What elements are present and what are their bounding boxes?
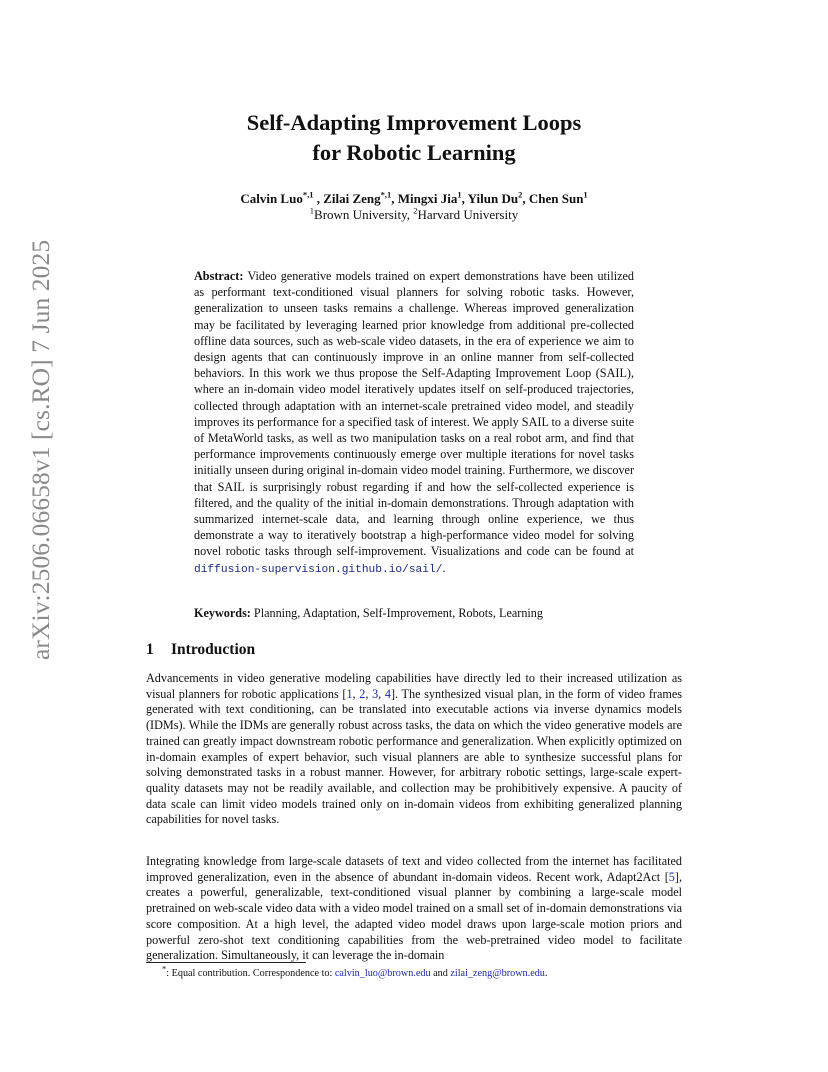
affil-brown: Brown University, [314,207,410,222]
affil-harvard: Harvard University [417,207,519,222]
paper-title [146,108,682,168]
author-name: Yilun Du [467,191,519,206]
section-heading [146,641,255,659]
p2-text-a: Integrating knowledge from large-scale datasets of text and video collected from the internet has facilitated improved generalization, even in the absence of abundant in-domain videos. Recent work, Adapt2Act [ [146,854,682,884]
affiliations [146,206,682,224]
author-name: Chen Sun [528,191,584,206]
p1-text-b: ]. The synthesized visual plan, in the form of video frames generated with text conditioning, can be translated into executable actions via inverse dynamics models (IDMs). While the IDMs are generally robust across tasks, the data on which the video generative models are trained can greatly impact downstream robotic performance and generalization. When explicitly optimized on in-domain examples of expert behavior, such visual planners are able to synthesize successful plans for solving demonstrated tasks in a robust manner. However, for arbitrary robotic settings, large-scale expert-quality datasets may not be readily available, and collection may be prohibitively expensive. A paucity of data scale can limit video models trained only on in-domain videos from exhibiting generalized planning capabilities for novel tasks. [146,686,682,827]
arxiv-id-text: arXiv:2506.06658v1 [cs.RO] 7 Jun 2025 [26,239,55,660]
abstract-label: Abstract: [194,269,244,283]
section-title: Introduction [171,641,256,658]
section-number: 1 [146,641,154,658]
keywords-label: Keywords: [194,606,251,620]
project-url-link[interactable]: diffusion-supervision.github.io/sail/ [194,563,443,576]
author-sup: 2 [518,189,523,200]
footnote [162,963,548,980]
intro-paragraph-1: Advancements in video generative modeling capabilities have directly led to their increased utilization as visual planners for robotic applications [1, 2, 3, 4]. The synthesized visual plan, in the form of video frames generated with text conditioning, can be translated into executable actions via inverse dynamics models (IDMs). While the IDMs are generally robust across tasks, the data on which the video generative models are trained can greatly impact downstream robotic performance and generalization. When explicitly optimized on in-domain examples of expert behavior, such visual planners are able to synthesize successful plans for solving demonstrated tasks in a robust manner. However, for arbitrary robotic settings, large-scale expert-quality datasets may not be readily available, and collection may be prohibitively expensive. A paucity of data scale can limit video models trained only on in-domain videos from exhibiting generalized planning capabilities for novel tasks. [146,671,682,827]
email-link-zilai[interactable]: zilai_zeng@brown.edu [450,968,545,979]
citation-link[interactable]: 4 [384,686,391,701]
title-line-1: Self-Adapting Improvement Loops [246,110,582,135]
footnote-end: . [544,968,548,979]
author-sup: *,1 [302,189,314,200]
affil-sup: 2 [413,205,418,216]
footnote-and: and [430,968,451,979]
author-sup: 1 [583,189,588,200]
author-name: Mingxi Jia [397,191,458,206]
intro-paragraph-2 [146,854,682,964]
author-sup: 1 [457,189,462,200]
citation-link[interactable]: 5 [668,869,675,884]
title-line-2: for Robotic Learning [312,140,516,165]
author-list: Calvin Luo$^{*,1}$ , Zilai Zeng$^{*,1}$, Mingxi Jia$^1$, Yilun Du$^2$, Chen Sun$^1$ [240,189,588,206]
p1-text-a: Advancements in video generative modeling capabilities have directly led to their increased utilization as visual planners for robotic applications [ [146,671,682,701]
abstract-text: Video generative models trained on expert demonstrations have been utilized as performant text-conditioned visual planners for solving robotic tasks. However, generalization to unseen tasks remains a challenge. Whereas improved generalization may be facilitated by leveraging learned prior knowledge from additional pre-collected offline data sources, such as web-scale video datasets, in the era of experience we aim to design agents that can continuously improve in an online manner from self-collected behaviors. In this work we thus propose the Self-Adapting Improvement Loop (SAIL), where an in-domain video model iteratively updates itself on self-produced trajectories, collected through adaptation with an internet-scale pretrained video model, and steadily improves its performance for a specified task of interest. We apply SAIL to a diverse suite of MetaWorld tasks, as well as two manipulation tasks on a real robot arm, and find that performance improvements continuously emerge over multiple iterations for novel tasks initially unseen during original in-domain video model training. Furthermore, we discover that SAIL is surprisingly robust regarding if and how the self-collected experience is filtered, and the quality of the initial in-domain demonstrations. Through adaptation with summarized internet-scale data, and learning through online experience, we thus demonstrate a way to iteratively bootstrap a high-performance video model for solving novel robotic tasks through self-improvement. Visualizations and code can be found at [194,269,635,559]
footnote-mark: * [162,963,167,974]
keywords-text: Planning, Adaptation, Self-Improvement, Robots, Learning [253,606,543,620]
citation-link[interactable]: 1 [346,686,353,701]
footnote-text: : Equal contribution. Correspondence to: [166,968,335,979]
affil-sup: 1 [309,205,315,216]
citation-link[interactable]: 3 [372,686,379,701]
author-name: Zilai Zeng [323,191,381,206]
keywords [194,605,634,621]
abstract [194,268,634,578]
abstract-end: . [442,560,446,575]
footnote-rule [146,962,306,963]
p2-text-b: ], creates a powerful, generalizable, text-conditioned visual planner by combining a large-scale model pretrained on web-scale video data with a video model trained on a small set of in-domain demonstrations via score composition. At a high level, the adapted video model draws upon large-scale motion priors and powerful zero-shot text conditioning capabilities from the web-pretrained video model to facilitate generalization. Simultaneously, it can leverage the in-domain [146,869,682,963]
author-sup: *,1 [380,189,392,200]
email-link-calvin[interactable]: calvin_luo@brown.edu [334,968,431,979]
citation-link[interactable]: 2 [359,686,366,701]
author-name: Calvin Luo [240,191,303,206]
